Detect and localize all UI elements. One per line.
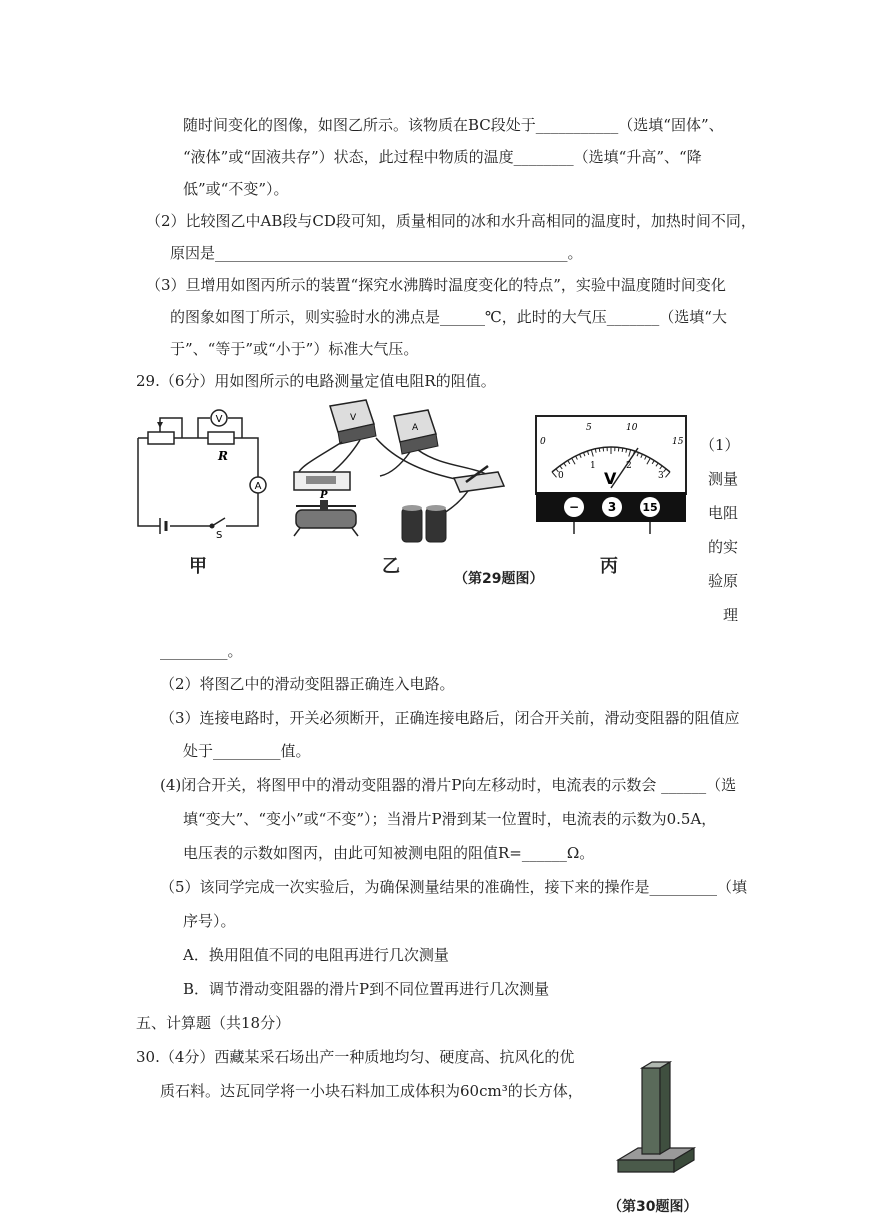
terminal-negative: − bbox=[568, 500, 580, 514]
voltmeter-device bbox=[330, 400, 376, 444]
q28-line-8: 于”、“等于”或“小于”）标准大气压。 bbox=[170, 340, 419, 358]
q29-item-4c: 电压表的示数如图丙，由此可知被测电阻的阻值R=______Ω。 bbox=[183, 844, 595, 862]
figure-30-caption: （第30题图） bbox=[608, 1199, 698, 1215]
bottom-tick-2: 2 bbox=[626, 461, 632, 471]
q29-item-3a: （3）连接电路时，开关必须断开，正确连接电路后，闭合开关前，滑动变阻器的阻值应 bbox=[160, 709, 740, 727]
q30-line-2: 质石料。达瓦同学将一小块石料加工成体积为60cm³的长方体， bbox=[160, 1082, 583, 1100]
q28-line-6: （3）旦增用如图丙所示的装置“探究水沸腾时温度变化的特点”，实验中温度随时间变化 bbox=[146, 276, 726, 294]
terminal-15: 15 bbox=[642, 501, 658, 514]
top-tick-15: 15 bbox=[672, 437, 684, 447]
voltmeter-symbol: V bbox=[215, 414, 223, 425]
q29-item-5a: （5）该同学完成一次实验后，为确保测量结果的准确性，接下来的操作是_________（填 bbox=[160, 878, 748, 896]
q30-line-1: 30.（4分）西藏某采石场出产一种质地均匀、硬度高、抗风化的优 bbox=[136, 1048, 575, 1066]
top-tick-10: 10 bbox=[626, 423, 638, 433]
ammeter-symbol: A bbox=[254, 481, 262, 492]
apparatus-drawing bbox=[290, 396, 510, 546]
bottom-tick-3: 3 bbox=[658, 471, 664, 481]
top-tick-0: 0 bbox=[540, 437, 546, 447]
q29-side-2: 测量 bbox=[707, 470, 738, 488]
figure-label-yi: 乙 bbox=[382, 556, 400, 577]
q29-item-2: （2）将图乙中的滑动变阻器正确连入电路。 bbox=[160, 675, 455, 693]
figure-label-bing: 丙 bbox=[600, 556, 618, 577]
switch-device bbox=[454, 466, 504, 492]
dial-unit: V bbox=[604, 469, 617, 488]
resistor-label: R bbox=[218, 449, 228, 463]
dial-tick bbox=[622, 448, 623, 452]
bottom-tick-1: 1 bbox=[590, 461, 596, 471]
stone-block-figure bbox=[612, 1056, 702, 1186]
dial-tick bbox=[599, 448, 600, 452]
section-5-heading: 五、计算题（共18分） bbox=[136, 1014, 291, 1032]
top-tick-5: 5 bbox=[586, 423, 592, 433]
q29-item-3b: 处于_________值。 bbox=[183, 742, 311, 760]
q28-line-4: （2）比较图乙中AB段与CD段可知，质量相同的冰和水升高相同的温度时，加热时间不同， bbox=[146, 212, 756, 230]
q29-item-4b: 填“变大”、“变小”或“不变”）；当滑片P滑到某一位置时，电流表的示数为0.5A， bbox=[183, 810, 717, 828]
q29-option-b: B．调节滑动变阻器的滑片P到不同位置再进行几次测量 bbox=[183, 980, 550, 998]
q28-line-5: 原因是_______________________________________________。 bbox=[170, 244, 583, 262]
q29-option-a: A．换用阻值不同的电阻再进行几次测量 bbox=[183, 946, 449, 964]
q29-side-4: 的实 bbox=[707, 538, 738, 556]
q29-side-3: 电阻 bbox=[707, 504, 738, 522]
circuit-diagram bbox=[130, 408, 270, 538]
q28-line-7: 的图象如图丁所示，则实验时水的沸点是______℃，此时的大气压_______（选填“大 bbox=[170, 308, 727, 326]
ammeter-device bbox=[394, 410, 438, 454]
q28-line-1: 随时间变化的图像，如图乙所示。该物质在BC段处于___________（选填“固体”、 bbox=[183, 116, 724, 134]
q28-line-3: 低”或“不变”）。 bbox=[183, 180, 289, 198]
slider-label: P bbox=[320, 490, 328, 501]
terminal-3: 3 bbox=[607, 500, 617, 514]
q29-title: 29.（6分）用如图所示的电路测量定值电阻R的阻值。 bbox=[136, 372, 496, 390]
q29-item-5b: 序号）。 bbox=[183, 912, 236, 930]
q29-side-6: 理 bbox=[722, 606, 738, 624]
q29-side-5: 验原 bbox=[707, 572, 738, 590]
figure-label-jia: 甲 bbox=[189, 556, 207, 577]
apparatus-voltmeter-symbol: V bbox=[350, 413, 357, 423]
figure-29-caption: （第29题图） bbox=[454, 571, 544, 587]
bottom-tick-0: 0 bbox=[558, 471, 564, 481]
apparatus-ammeter-symbol: A bbox=[412, 423, 419, 433]
q29-blank-1: _________。 bbox=[160, 642, 243, 660]
rheostat-device bbox=[294, 490, 358, 536]
switch-label: S bbox=[216, 530, 223, 538]
q29-item-4a: (4)闭合开关，将图甲中的滑动变阻器的滑片P向左移动时，电流表的示数会 ______（选 bbox=[160, 776, 737, 794]
q29-side-1: （1） bbox=[700, 436, 740, 454]
battery-device bbox=[402, 505, 446, 542]
q28-line-2: “液体”或“固液共存”）状态，此过程中物质的温度________（选填“升高”、“降 bbox=[183, 148, 702, 166]
voltmeter-dial bbox=[534, 414, 688, 536]
